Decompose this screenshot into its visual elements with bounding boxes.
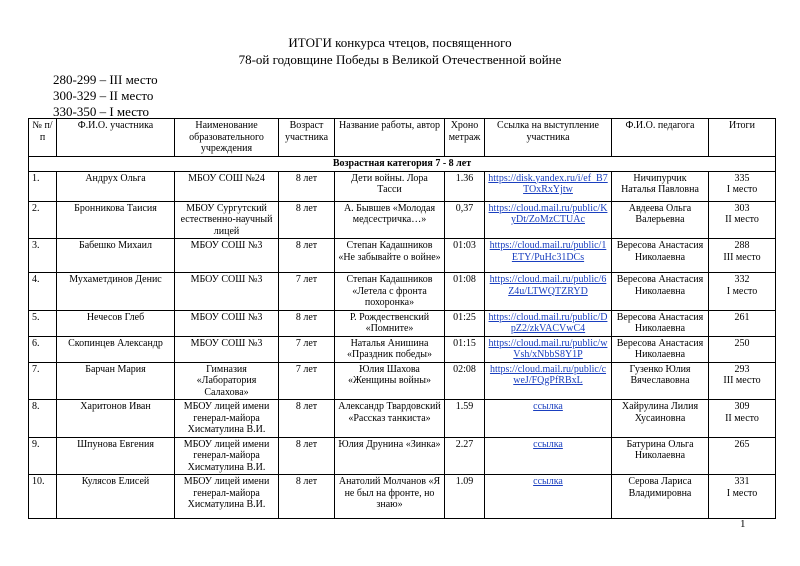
- legend-line-2: 300-329 – II место: [53, 88, 154, 103]
- performance-link[interactable]: ссылка: [533, 438, 563, 450]
- cell-teacher: Вересова Анастасия Николаевна: [612, 310, 709, 336]
- cell-link: [485, 400, 612, 438]
- table-row: [29, 336, 776, 362]
- cell-age: 8 лет: [279, 437, 335, 475]
- cell-link: [485, 310, 612, 336]
- cell-school: МБОУ СОШ №3: [175, 310, 279, 336]
- cell-duration: 02:08: [445, 362, 485, 400]
- cell-teacher: Серова Лариса Владимировна: [612, 475, 709, 519]
- cell-participant: Барчан Мария: [57, 362, 175, 400]
- cell-duration: 1.09: [445, 475, 485, 519]
- score-value: 261: [734, 311, 750, 323]
- cell-participant: Харитонов Иван: [57, 400, 175, 438]
- cell-number: 1.: [29, 171, 57, 201]
- cell-result: [709, 400, 776, 438]
- performance-link[interactable]: https://cloud.mail.ru/public/1ETY/PuHc31DCs: [489, 240, 607, 263]
- performance-link[interactable]: ссылка: [533, 401, 563, 412]
- title-line-2: 78-ой годовщине Победы в Великой Отечественной войне: [238, 52, 562, 67]
- results-table: [28, 118, 776, 519]
- cell-number: 3.: [29, 239, 57, 273]
- cell-number: 9.: [29, 437, 57, 475]
- cell-school: Гимназия «Лаборатория Салахова»: [175, 362, 279, 400]
- score-legend: [53, 72, 158, 120]
- score-value: 309: [734, 401, 750, 412]
- cell-teacher: Гузенко Юлия Вячеславовна: [612, 362, 709, 400]
- cell-duration: 01:08: [445, 273, 485, 311]
- cell-teacher: Вересова Анастасия Николаевна: [612, 336, 709, 362]
- cell-teacher: Ничипурчик Наталья Павловна: [612, 171, 709, 201]
- cell-school: МБОУ Сургутский естественно-научный лицей: [175, 201, 279, 239]
- legend-line-1: 330-350 – I место: [53, 104, 150, 119]
- cell-link: [485, 273, 612, 311]
- cell-teacher: Вересова Анастасия Николаевна: [612, 239, 709, 273]
- table-header-row: [29, 119, 776, 157]
- place-label: I место: [726, 285, 758, 297]
- cell-school: МБОУ СОШ №24: [175, 171, 279, 201]
- cell-age: 7 лет: [279, 273, 335, 311]
- cell-work: Р. Рождественский «Помните»: [335, 310, 445, 336]
- score-value: 250: [734, 337, 750, 349]
- cell-participant: Кулясов Елисей: [57, 475, 175, 519]
- cell-number: 10.: [29, 475, 57, 519]
- cell-work: Анатолий Молчанов «Я не был на фронте, но знаю»: [335, 475, 445, 519]
- place-label: III место: [723, 251, 761, 263]
- cell-result: [709, 475, 776, 519]
- cell-duration: 01:25: [445, 310, 485, 336]
- table-row: [29, 437, 776, 475]
- cell-duration: 01:15: [445, 336, 485, 362]
- score-value: 335: [734, 172, 750, 184]
- cell-number: 7.: [29, 362, 57, 400]
- cell-result: [709, 336, 776, 362]
- cell-result: [709, 273, 776, 311]
- cell-number: 8.: [29, 400, 57, 438]
- cell-duration: 1.59: [445, 400, 485, 438]
- place-label: I место: [726, 184, 758, 195]
- performance-link[interactable]: https://cloud.mail.ru/public/cweJ/FQgPfRBxL: [489, 363, 607, 386]
- cell-participant: Бабешко Михаил: [57, 239, 175, 273]
- table-row: [29, 273, 776, 311]
- header-number: № п/п: [29, 119, 57, 157]
- table-row: [29, 239, 776, 273]
- place-label: II место: [725, 412, 759, 424]
- cell-link: [485, 239, 612, 273]
- legend-line-3: 280-299 – III место: [53, 72, 158, 87]
- score-value: 332: [734, 274, 750, 285]
- page-number: 1: [740, 518, 746, 530]
- table-row: [29, 201, 776, 239]
- cell-work: Юлия Шахова «Женщины войны»: [335, 362, 445, 400]
- cell-link: [485, 362, 612, 400]
- cell-work: Дети войны. Лора Тасси: [335, 171, 445, 201]
- cell-duration: 01:03: [445, 239, 485, 273]
- table-row: [29, 310, 776, 336]
- cell-participant: Андрух Ольга: [57, 171, 175, 201]
- cell-participant: Шпунова Евгения: [57, 437, 175, 475]
- cell-result: [709, 310, 776, 336]
- category-label: Возрастная категория 7 - 8 лет: [29, 156, 776, 171]
- header-duration: Хроно метраж: [445, 119, 485, 157]
- cell-link: [485, 475, 612, 519]
- header-link: Ссылка на выступление участника: [485, 119, 612, 157]
- performance-link[interactable]: https://cloud.mail.ru/public/KyDt/ZoMzCTUAc: [488, 202, 608, 225]
- cell-link: [485, 437, 612, 475]
- cell-age: 8 лет: [279, 171, 335, 201]
- cell-age: 8 лет: [279, 400, 335, 438]
- header-school: Наименование образовательного учреждения: [175, 119, 279, 157]
- cell-teacher: Авдеева Ольга Валерьевна: [612, 201, 709, 239]
- cell-teacher: Вересова Анастасия Николаевна: [612, 273, 709, 311]
- header-work: Название работы, автор: [335, 119, 445, 157]
- document-title: [0, 34, 800, 68]
- cell-result: [709, 362, 776, 400]
- header-result: Итоги: [709, 119, 776, 157]
- cell-number: 5.: [29, 310, 57, 336]
- cell-work: Александр Твардовский «Рассказ танкиста»: [335, 400, 445, 438]
- cell-result: [709, 437, 776, 475]
- place-label: I место: [726, 487, 758, 499]
- cell-school: МБОУ лицей имени генерал-майора Хисматулина В.И.: [175, 475, 279, 519]
- cell-work: Степан Кадашников «Не забывайте о войне»: [335, 239, 445, 273]
- cell-participant: Мухаметдинов Денис: [57, 273, 175, 311]
- performance-link[interactable]: https://cloud.mail.ru/public/6Z4u/LTWQTZRYD: [489, 274, 607, 297]
- category-row: [29, 156, 776, 171]
- score-value: 265: [734, 438, 750, 450]
- score-value: 331: [734, 476, 750, 487]
- table-row: [29, 475, 776, 519]
- score-value: 288: [734, 240, 750, 251]
- cell-link: [485, 336, 612, 362]
- header-age: Возраст участника: [279, 119, 335, 157]
- cell-age: 8 лет: [279, 201, 335, 239]
- cell-number: 2.: [29, 201, 57, 239]
- cell-duration: 2.27: [445, 437, 485, 475]
- score-value: 303: [734, 202, 750, 214]
- table-row: [29, 400, 776, 438]
- cell-age: 7 лет: [279, 362, 335, 400]
- place-label: II место: [725, 214, 759, 225]
- cell-result: [709, 201, 776, 239]
- cell-number: 6.: [29, 336, 57, 362]
- cell-age: 8 лет: [279, 239, 335, 273]
- cell-duration: 0,37: [445, 201, 485, 239]
- header-participant: Ф.И.О. участника: [57, 119, 175, 157]
- cell-work: Степан Кадашников «Летела с фронта похоронка»: [335, 273, 445, 311]
- cell-work: Наталья Анишина «Праздник победы»: [335, 336, 445, 362]
- performance-link[interactable]: ссылка: [533, 476, 563, 487]
- cell-age: 7 лет: [279, 336, 335, 362]
- cell-school: МБОУ лицей имени генерал-майора Хисматулина В.И.: [175, 400, 279, 438]
- performance-link[interactable]: https://disk.yandex.ru/i/ef_B7TOxRxYjtw: [488, 172, 608, 195]
- performance-link[interactable]: https://cloud.mail.ru/public/DpZ2/zkVACVwC4: [488, 311, 608, 334]
- cell-teacher: Батурина Ольга Николаевна: [612, 437, 709, 475]
- cell-participant: Нечесов Глеб: [57, 310, 175, 336]
- title-line-1: ИТОГИ конкурса чтецов, посвященного: [288, 35, 512, 50]
- cell-school: МБОУ СОШ №3: [175, 239, 279, 273]
- cell-participant: Бронникова Таисия: [57, 201, 175, 239]
- table-row: [29, 171, 776, 201]
- cell-school: МБОУ СОШ №3: [175, 273, 279, 311]
- cell-work: А. Бывшев «Молодая медсестричка…»: [335, 201, 445, 239]
- place-label: III место: [723, 375, 761, 386]
- cell-link: [485, 201, 612, 239]
- score-value: 293: [734, 363, 750, 375]
- cell-school: МБОУ лицей имени генерал-майора Хисматулина В.И.: [175, 437, 279, 475]
- cell-result: [709, 171, 776, 201]
- cell-age: 8 лет: [279, 310, 335, 336]
- cell-age: 8 лет: [279, 475, 335, 519]
- table-row: [29, 362, 776, 400]
- header-teacher: Ф.И.О. педагога: [612, 119, 709, 157]
- cell-teacher: Хайрулина Лилия Хусаиновна: [612, 400, 709, 438]
- cell-result: [709, 239, 776, 273]
- cell-link: [485, 171, 612, 201]
- cell-school: МБОУ СОШ №3: [175, 336, 279, 362]
- cell-duration: 1.36: [445, 171, 485, 201]
- cell-work: Юлия Друнина «Зинка»: [335, 437, 445, 475]
- performance-link[interactable]: https://cloud.mail.ru/public/wVsh/xNbbS8Y1P: [488, 337, 608, 360]
- cell-number: 4.: [29, 273, 57, 311]
- cell-participant: Скопинцев Александр: [57, 336, 175, 362]
